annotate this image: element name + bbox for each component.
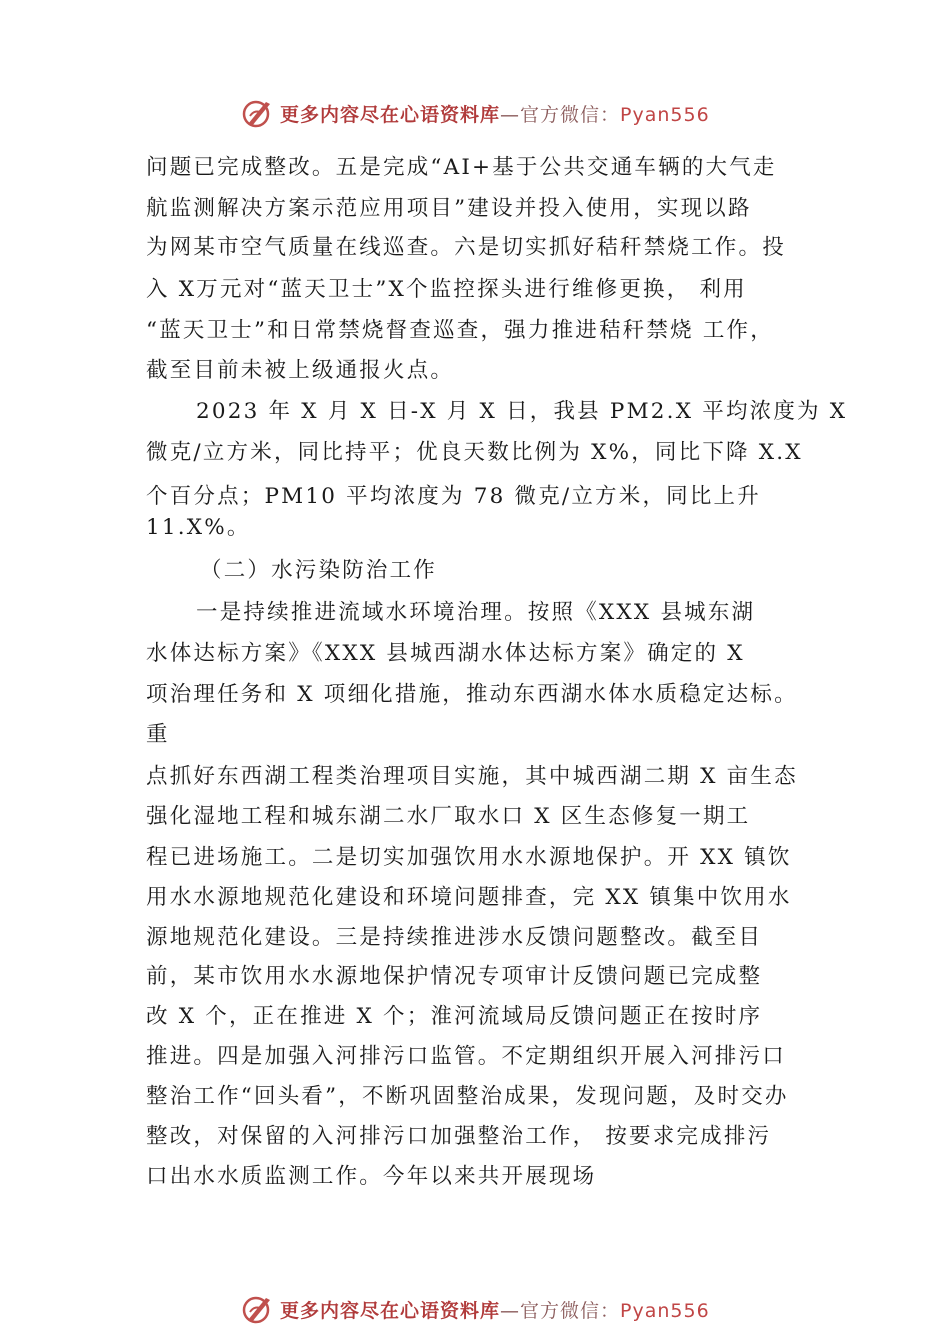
text-line: 问题已完成整改。五是完成“AI+基于公共交通车辆的大气走 xyxy=(146,155,777,180)
text-line: 重 xyxy=(146,722,170,747)
watermark-brand: 更多内容尽在心语资料库 xyxy=(280,1299,501,1322)
section-heading: （二）水污染防治工作 xyxy=(200,558,438,583)
text-line: 程已进场施工。二是切实加强饮用水水源地保护。开 XX 镇饮 xyxy=(146,845,792,870)
quill-seal-icon xyxy=(240,96,274,130)
watermark-label: —官方微信： xyxy=(500,1299,621,1322)
text-line: 推进。四是加强入河排污口监管。不定期组织开展入河排污口 xyxy=(146,1044,786,1069)
watermark-wechat-id: Pyan556 xyxy=(620,1299,710,1322)
watermark-label: —官方微信： xyxy=(500,103,621,126)
text-line: “蓝天卫士”和日常禁烧督查巡查，强力推进秸秆禁烧 工作， xyxy=(146,318,774,343)
text-line: 11.X%。 xyxy=(146,515,251,540)
text-line: 入 X万元对“蓝天卫士”X个监控探头进行维修更换， 利用 xyxy=(146,277,747,302)
watermark-wechat-id: Pyan556 xyxy=(620,103,710,126)
watermark-brand: 更多内容尽在心语资料库 xyxy=(280,103,501,126)
text-line: 一是持续推进流域水环境治理。按照《XXX 县城东湖 xyxy=(196,600,756,625)
text-line: 2023 年 X 月 X 日-X 月 X 日，我县 PM2.X 平均浓度为 X xyxy=(196,399,848,424)
text-line: 截至目前未被上级通报火点。 xyxy=(146,358,455,383)
text-line: 整改，对保留的入河排污口加强整治工作， 按要求完成排污 xyxy=(146,1124,772,1149)
footer-watermark xyxy=(240,1292,710,1326)
text-line: 口出水水质监测工作。今年以来共开展现场 xyxy=(146,1164,597,1189)
text-line: 为网某市空气质量在线巡查。六是切实抓好秸秆禁烧工作。投 xyxy=(146,235,786,260)
text-line: 航监测解决方案示范应用项目”建设并投入使用，实现以路 xyxy=(146,196,752,221)
text-line: 源地规范化建设。三是持续推进涉水反馈问题整改。截至目 xyxy=(146,925,763,950)
text-line: 个百分点；PM10 平均浓度为 78 微克/立方米，同比上升 xyxy=(146,484,761,509)
text-line: 改 X 个，正在推进 X 个；淮河流域局反馈问题正在按时序 xyxy=(146,1004,763,1029)
text-line: 水体达标方案》《XXX 县城西湖水体达标方案》确定的 X xyxy=(146,641,745,666)
text-line: 用水水源地规范化建设和环境问题排查，完 XX 镇集中饮用水 xyxy=(146,885,792,910)
text-line: 前，某市饮用水水源地保护情况专项审计反馈问题已完成整 xyxy=(146,964,763,989)
text-line: 微克/立方米，同比持平；优良天数比例为 X%，同比下降 X.X xyxy=(146,440,803,465)
header-watermark xyxy=(240,96,710,130)
text-line: 强化湿地工程和城东湖二水厂取水口 X 区生态修复一期工 xyxy=(146,804,751,829)
quill-seal-icon xyxy=(240,1292,274,1326)
text-line: 项治理任务和 X 项细化措施，推动东西湖水体水质稳定达标。 xyxy=(146,682,798,707)
text-line: 点抓好东西湖工程类治理项目实施，其中城西湖二期 X 亩生态 xyxy=(146,764,798,789)
text-line: 整治工作“回头看”，不断巩固整治成果，发现问题，及时交办 xyxy=(146,1084,789,1109)
